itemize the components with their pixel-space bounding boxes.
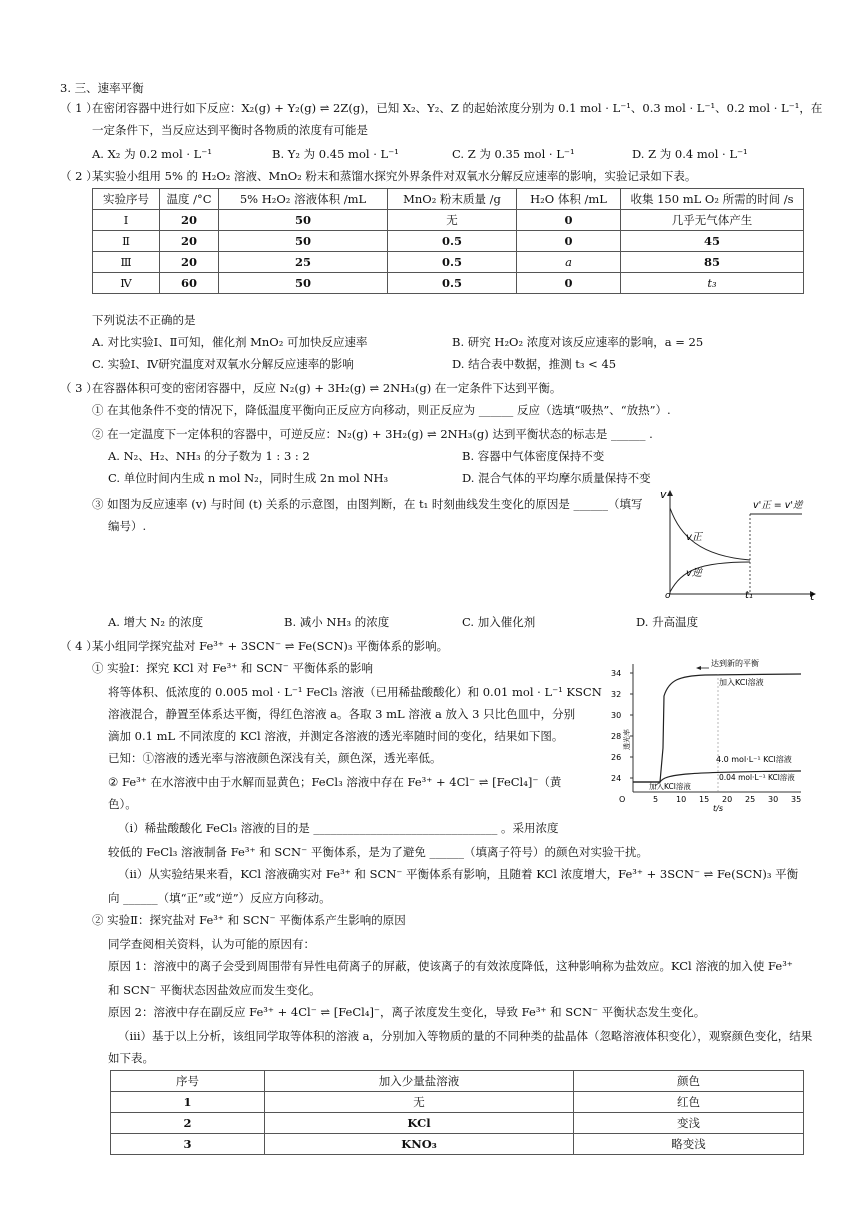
q4-reason1-line2: 和 SCN⁻ 平衡状态因盐效应而发生变化。 — [108, 983, 321, 997]
table-cell: KCl — [265, 1113, 574, 1134]
q1-option-d: D. Z 为 0.4 mol · L⁻¹ — [632, 147, 748, 161]
y-ticks — [611, 669, 633, 783]
table-cell: 无 — [388, 210, 517, 231]
annotation-4mol: 4.0 mol·L⁻¹ KCl溶液 — [716, 755, 792, 764]
q4-number: （ 4 ） — [60, 639, 98, 653]
q3-sub2: ② 在一定温度下一定体积的容器中，可逆反应：N₂(g) + 3H₂(g) ⇌ 2NH₃(g) 达到平衡状态的标志是 ______ . — [92, 427, 653, 441]
table-row — [111, 1134, 804, 1155]
v-reverse-label: v逆 — [686, 568, 702, 579]
v-axis-label: v — [660, 488, 667, 501]
table-cell: 85 — [621, 252, 804, 273]
v-forward-curve — [670, 508, 750, 560]
q1-option-b: B. Y₂ 为 0.45 mol · L⁻¹ — [272, 147, 399, 161]
q4-sub-ii-line1: （ⅱ）从实验结果来看，KCl 溶液确实对 Fe³⁺ 和 SCN⁻ 平衡体系有影响，且随着 KCl 浓度增大，Fe³⁺ + 3SCN⁻ ⇌ Fe(SCN)₃ 平衡 — [118, 867, 799, 881]
y-tick-label: 34 — [611, 669, 622, 678]
q1-option-c: C. Z 为 0.35 mol · L⁻¹ — [452, 147, 575, 161]
table-cell: Ⅰ — [93, 210, 160, 231]
table-header-cell: 5% H₂O₂ 溶液体积 /mL — [219, 189, 388, 210]
v-axis-arrow — [667, 490, 673, 496]
q2-question: 下列说法不正确的是 — [92, 313, 196, 327]
table-cell: Ⅲ — [93, 252, 160, 273]
table-cell: 0 — [517, 231, 621, 252]
table-cell: 略变浅 — [574, 1134, 804, 1155]
table-cell: 25 — [219, 252, 388, 273]
q4-exp1-para3: 滴加 0.1 mL 不同浓度的 KCl 溶液，并测定各溶液的透光率随时间的变化，结果如下图。 — [108, 729, 564, 743]
q3-sub3-option-a: A. 增大 N₂ 的浓度 — [108, 615, 204, 629]
table-cell: 红色 — [574, 1092, 804, 1113]
table-row — [93, 231, 804, 252]
table-cell: Ⅱ — [93, 231, 160, 252]
y-tick-label: 28 — [611, 732, 622, 741]
annotation-add-kcl-top: 加入KCl溶液 — [719, 678, 764, 687]
q4-known2-line1: ② Fe³⁺ 在水溶液中由于水解而显黄色；FeCl₃ 溶液中存在 Fe³⁺ + 4Cl⁻ ⇌ [FeCl₄]⁻（黄 — [108, 775, 562, 789]
q4-sub-i-line2: 较低的 FeCl₃ 溶液制备 Fe³⁺ 和 SCN⁻ 平衡体系，是为了避免 ______（填离子符号）的颜色对实验干扰。 — [108, 845, 648, 859]
table-header-cell: H₂O 体积 /mL — [517, 189, 621, 210]
q1-stem-line2: 一定条件下，当反应达到平衡时各物质的浓度有可能是 — [92, 123, 368, 137]
v-prime-label: v'正 = v'逆 — [753, 500, 803, 511]
q3-sub3-option-b: B. 减小 NH₃ 的浓度 — [284, 615, 390, 629]
y-tick-label: 30 — [611, 711, 622, 720]
annotation-0.04mol: 0.04 mol·L⁻¹ KCl溶液 — [719, 773, 795, 782]
q3-sub3-option-c: C. 加入催化剂 — [462, 615, 536, 629]
x-ticks — [619, 795, 801, 804]
q4-exp1-para1: 将等体积、低浓度的 0.005 mol · L⁻¹ FeCl₃ 溶液（已用稀盐酸酸化）和 0.01 mol · L⁻¹ KSCN — [108, 685, 602, 699]
q2-stem: 某实验小组用 5% 的 H₂O₂ 溶液、MnO₂ 粉末和蒸馏水探究外界条件对双氧水分解反应速率的影响，实验记录如下表。 — [92, 169, 697, 183]
curve-4mol-kcl — [633, 674, 801, 782]
table-row — [93, 210, 804, 231]
y-tick-label: 32 — [611, 690, 622, 699]
q3-sub1: ① 在其他条件不变的情况下，降低温度平衡向正反应方向移动，则正反应为 ______ 反应（选填“吸热”、“放热”）. — [92, 403, 671, 417]
table-cell: 50 — [219, 273, 388, 294]
y-axis-label: 透光率 — [623, 729, 631, 750]
q4-reason1-line1: 原因 1：溶液中的离子会受到周围带有异性电荷离子的屏蔽，使该离子的有效浓度降低，这种影响称为盐效应。KCl 溶液的加入使 Fe³⁺ — [108, 959, 793, 973]
table-header-cell: 加入少量盐溶液 — [265, 1071, 574, 1092]
table-cell: a — [517, 252, 621, 273]
q4-reasons-intro: 同学查阅相关资料，认为可能的原因有： — [108, 937, 315, 951]
q4-exp1-para2: 溶液混合，静置至体系达平衡，得红色溶液 a。各取 3 mL 溶液 a 放入 3 只比色皿中，分别 — [108, 707, 576, 721]
table-header-cell: MnO₂ 粉末质量 /g — [388, 189, 517, 210]
q3-sub3-line2: 编号）. — [108, 519, 147, 533]
table-cell: 0.5 — [388, 252, 517, 273]
q4-sub-ii-line2: 向 ______（填“正”或“逆”）反应方向移动。 — [108, 891, 331, 905]
transmittance-chart — [605, 656, 805, 814]
table-cell: 20 — [160, 252, 219, 273]
experiment-table — [92, 188, 804, 294]
section-heading: 3. 三、速率平衡 — [60, 81, 144, 95]
q4-exp2-title: ② 实验Ⅱ：探究盐对 Fe³⁺ 和 SCN⁻ 平衡体系产生影响的原因 — [92, 913, 406, 927]
annotation-add-kcl-bottom: 加入KCl溶液 — [649, 782, 691, 791]
table-cell: 20 — [160, 231, 219, 252]
table-row — [93, 252, 804, 273]
v-reverse-curve — [670, 562, 750, 592]
t1-label: t₁ — [745, 590, 753, 601]
table-cell: 50 — [219, 210, 388, 231]
table-cell: 无 — [265, 1092, 574, 1113]
table-cell: 几乎无气体产生 — [621, 210, 804, 231]
q4-reason2: 原因 2：溶液中存在副反应 Fe³⁺ + 4Cl⁻ ⇌ [FeCl₄]⁻，离子浓度发生变化，导致 Fe³⁺ 和 SCN⁻ 平衡状态发生变化。 — [108, 1005, 706, 1019]
table-cell: 60 — [160, 273, 219, 294]
q4-stem: 某小组同学探究盐对 Fe³⁺ + 3SCN⁻ ⇌ Fe(SCN)₃ 平衡体系的影响。 — [92, 639, 449, 653]
q2-option-b: B. 研究 H₂O₂ 浓度对该反应速率的影响，a = 25 — [452, 335, 704, 349]
table-row — [111, 1113, 804, 1134]
rate-time-graph — [650, 484, 820, 604]
y-tick-label: 26 — [611, 753, 622, 762]
x-tick-label: 10 — [676, 795, 687, 804]
table-cell: 0 — [517, 210, 621, 231]
table-cell: Ⅳ — [93, 273, 160, 294]
table-cell: 0 — [517, 273, 621, 294]
q3-sub2-option-d: D. 混合气体的平均摩尔质量保持不变 — [462, 471, 651, 485]
table-cell: t₃ — [621, 273, 804, 294]
x-tick-label: 5 — [653, 795, 659, 804]
table-header-cell: 颜色 — [574, 1071, 804, 1092]
q3-sub2-option-c: C. 单位时间内生成 n mol N₂，同时生成 2n mol NH₃ — [108, 471, 389, 485]
table-cell: 0.5 — [388, 273, 517, 294]
table-header-cell: 温度 /°C — [160, 189, 219, 210]
q4-known1: 已知：①溶液的透光率与溶液颜色深浅有关，颜色深，透光率低。 — [108, 751, 442, 765]
q4-sub-iii-line1: （ⅲ）基于以上分析，该组同学取等体积的溶液 a，分别加入等物质的量的不同种类的盐晶体（忽略溶液体积变化），观察颜色变化，结果 — [118, 1029, 813, 1043]
q4-sub-iii-line2: 如下表。 — [108, 1051, 154, 1065]
table-header-cell: 收集 150 mL O₂ 所需的时间 /s — [621, 189, 804, 210]
q2-option-d: D. 结合表中数据，推测 t₃ < 45 — [452, 357, 617, 371]
table-header-cell: 序号 — [111, 1071, 265, 1092]
q3-sub2-option-b: B. 容器中气体密度保持不变 — [462, 449, 605, 463]
x-tick-label: 25 — [745, 795, 756, 804]
q2-option-a: A. 对比实验Ⅰ、Ⅱ可知，催化剂 MnO₂ 可加快反应速率 — [92, 335, 368, 349]
origin-label: o — [665, 591, 671, 601]
q4-known2-line2: 色）。 — [108, 797, 137, 811]
table-header-cell: 实验序号 — [93, 189, 160, 210]
table-cell: 0.5 — [388, 231, 517, 252]
q3-sub3-option-d: D. 升高温度 — [636, 615, 699, 629]
x-tick-label: 15 — [699, 795, 710, 804]
x-tick-label: 20 — [722, 795, 733, 804]
x-tick-label: 35 — [791, 795, 802, 804]
table-cell: 3 — [111, 1134, 265, 1155]
table-header-row — [111, 1071, 804, 1092]
q2-number: （ 2 ） — [60, 169, 98, 183]
table-row — [111, 1092, 804, 1113]
q1-stem-line1: 在密闭容器中进行如下反应：X₂(g) + Y₂(g) ⇌ 2Z(g)，已知 X₂、Y₂、Z 的起始浓度分别为 0.1 mol · L⁻¹、0.3 mol · L⁻¹、0.2 mol · L⁻¹，在 — [92, 101, 823, 115]
table-header-row — [93, 189, 804, 210]
q3-stem: 在容器体积可变的密闭容器中，反应 N₂(g) + 3H₂(g) ⇌ 2NH₃(g) 在一定条件下达到平衡。 — [92, 381, 562, 395]
q2-option-c: C. 实验Ⅰ、Ⅳ研究温度对双氧水分解反应速率的影响 — [92, 357, 354, 371]
q3-sub3-line1: ③ 如图为反应速率 (v) 与时间 (t) 关系的示意图，由图判断，在 t₁ 时刻曲线发生变化的原因是 ______（填写 — [92, 497, 643, 511]
table-cell: 45 — [621, 231, 804, 252]
x-tick-label: 30 — [768, 795, 779, 804]
q1-option-a: A. X₂ 为 0.2 mol · L⁻¹ — [92, 147, 212, 161]
q4-sub-i-line1: （ⅰ）稀盐酸酸化 FeCl₃ 溶液的目的是 ________________________________ 。采用浓度 — [118, 821, 559, 835]
arrowhead-new-equilibrium — [696, 666, 701, 670]
table-cell: 1 — [111, 1092, 265, 1113]
x-tick-label: O — [619, 795, 626, 804]
x-axis-label: t/s — [713, 804, 723, 813]
table-cell: KNO₃ — [265, 1134, 574, 1155]
annotation-new-equilibrium: 达到新的平衡 — [711, 659, 759, 668]
table-cell: 20 — [160, 210, 219, 231]
table-cell: 变浅 — [574, 1113, 804, 1134]
t-axis-label: t — [810, 590, 815, 603]
table-row — [93, 273, 804, 294]
q3-number: （ 3 ） — [60, 381, 98, 395]
q1-number: （ 1 ） — [60, 101, 98, 115]
v-forward-label: v正 — [686, 532, 702, 543]
salt-table — [110, 1070, 804, 1155]
q3-sub2-option-a: A. N₂、H₂、NH₃ 的分子数为 1 : 3 : 2 — [108, 449, 310, 463]
y-tick-label: 24 — [611, 774, 622, 783]
table-cell: 50 — [219, 231, 388, 252]
q4-exp1-title: ① 实验Ⅰ：探究 KCl 对 Fe³⁺ 和 SCN⁻ 平衡体系的影响 — [92, 661, 374, 675]
table-cell: 2 — [111, 1113, 265, 1134]
